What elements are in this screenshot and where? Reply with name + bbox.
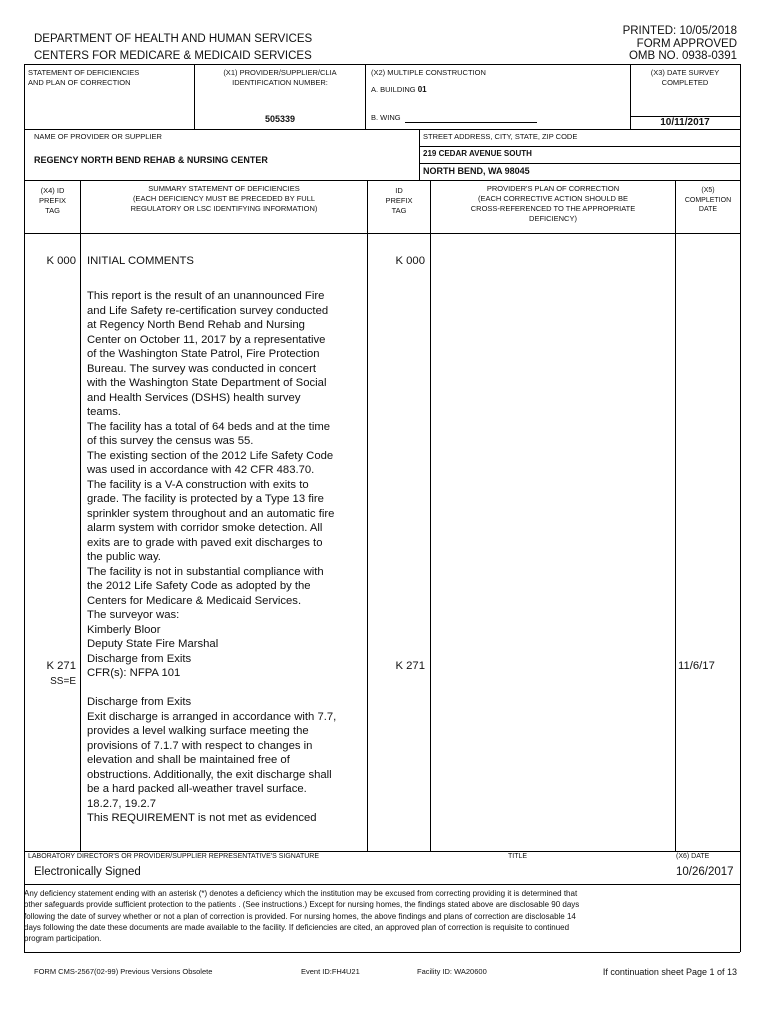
body-text-line: provisions of 7.1.7 with respect to changes in — [87, 739, 313, 752]
body-text-line: Discharge from Exits — [87, 696, 192, 708]
body-text-line: be a hard packed all-weather travel surface. — [87, 783, 307, 795]
building-value: 01 — [417, 85, 427, 94]
footnote-line: program participation. — [24, 934, 102, 944]
body-text-line: The existing section of the 2012 Life Safety Code — [87, 449, 334, 462]
wing-label: B. WING — [371, 113, 401, 122]
body-text-line: CFR(s): NFPA 101 — [87, 667, 181, 679]
rule — [419, 163, 740, 164]
body-text-line: of this survey the census was 55. — [87, 435, 254, 447]
rule — [24, 129, 740, 130]
body-text-line: with the Washington State Department of Social — [87, 377, 327, 389]
summary-header — [81, 184, 367, 214]
building-label: A. BUILDING — [371, 85, 416, 94]
deficiency-text — [87, 289, 337, 826]
x1-label-line1: (X1) PROVIDER/SUPPLIER/CLIA — [223, 68, 337, 77]
initial-comments-title: INITIAL COMMENTS — [87, 255, 194, 267]
rule — [24, 851, 740, 852]
provider-name: REGENCY NORTH BEND REHAB & NURSING CENTER — [34, 155, 268, 165]
signature-date-label: (X6) DATE — [676, 853, 710, 860]
body-text-line: teams. — [87, 406, 121, 418]
body-text-line: Bureau. The survey was conducted in concert — [87, 362, 316, 375]
rule — [365, 64, 366, 129]
rule — [419, 129, 420, 180]
title-label: TITLE — [508, 853, 528, 860]
page-indicator: If continuation sheet Page 1 of 13 — [602, 967, 737, 977]
scope-severity: SS=E — [50, 676, 76, 687]
x5-header-line2: COMPLETION — [684, 196, 732, 204]
body-text-line — [87, 681, 337, 696]
plan-header-line2: (EACH CORRECTIVE ACTION SHOULD BE — [477, 194, 629, 203]
wing-underline — [405, 122, 537, 123]
id-header-line3: TAG — [391, 206, 407, 215]
plan-header-line1: PROVIDER'S PLAN OF CORRECTION — [486, 184, 620, 193]
body-text-line: Kimberly Bloor — [87, 623, 161, 636]
building-field — [371, 85, 427, 95]
body-text-line: Centers for Medicare & Medicaid Services. — [87, 594, 302, 607]
summary-header-line1: SUMMARY STATEMENT OF DEFICIENCIES — [148, 184, 300, 193]
id-header-line1: ID — [395, 186, 403, 195]
plan-header-line3: CROSS-REFERENCED TO THE APPROPRIATE — [470, 204, 636, 213]
x5-header-line3: DATE — [698, 206, 718, 213]
provider-name-label: NAME OF PROVIDER OR SUPPLIER — [34, 132, 162, 141]
body-text-line: provides a level walking surface meeting the — [87, 725, 309, 737]
rule — [367, 180, 368, 851]
x4-header — [25, 186, 80, 216]
footnote-line: Any deficiency statement ending with an asterisk (*) denotes a deficiency which the institution may be excused from correcting providing it is determined that — [24, 889, 578, 898]
body-text-line: Deputy State Fire Marshal — [87, 638, 219, 650]
plan-header-line4: DEFICIENCY) — [529, 214, 577, 223]
body-text-line: obstructions. Additionally, the exit discharge shall — [87, 768, 332, 781]
body-text-line: The surveyor was: — [87, 609, 180, 621]
form-number: FORM CMS-2567(02-99) Previous Versions Obsolete — [34, 967, 213, 976]
rule — [24, 884, 740, 885]
event-id: Event ID:FH4U21 — [301, 967, 360, 976]
address-line1: 219 CEDAR AVENUE SOUTH — [423, 149, 532, 158]
form-approved: FORM APPROVED — [636, 38, 737, 50]
rule — [24, 180, 740, 181]
body-text-line: exits are to grade with paved exit discharges to — [87, 536, 323, 549]
body-text-line: This report is the result of an unannounced Fire — [87, 290, 325, 302]
disclosure-footnote — [24, 888, 740, 944]
signature-label: LABORATORY DIRECTOR'S OR PROVIDER/SUPPLIER REPRESENTATIVE'S SIGNATURE — [28, 853, 320, 860]
rule — [430, 180, 431, 851]
centers-title: CENTERS FOR MEDICARE & MEDICAID SERVICES — [34, 50, 312, 62]
tag-k271: K 271 — [46, 660, 76, 672]
footnote-line: days following the date these documents are made available to the facility. If deficiencies are cited, an approved plan of correction is requisite to continued — [24, 922, 570, 932]
body-text-line: This REQUIREMENT is not met as evidenced — [87, 812, 317, 824]
body-text-line: sprinkler system throughout and an automatic fire — [87, 507, 335, 520]
x4-header-line2: PREFIX — [38, 196, 67, 205]
x1-label-line2: IDENTIFICATION NUMBER: — [232, 78, 328, 87]
body-text-line: Discharge from Exits — [87, 652, 192, 665]
x5-header-line1: (X5) — [701, 187, 715, 194]
rule — [194, 64, 195, 129]
footnote-line: following the date of survey whether or not a plan of correction is provided. For nursing homes, the above findings and plans of correction are disclosable 14 — [24, 911, 576, 921]
body-text-line: the public way. — [87, 551, 161, 563]
body-text-line: at Regency North Bend Rehab and Nursing — [87, 319, 305, 331]
summary-header-line3: REGULATORY OR LSC IDENTIFYING INFORMATION) — [130, 204, 318, 213]
rule — [419, 146, 740, 147]
summary-header-line2: (EACH DEFICIENCY MUST BE PRECEDED BY FULL — [132, 194, 316, 203]
x4-header-line3: TAG — [45, 206, 60, 215]
statement-label — [28, 68, 139, 88]
body-text-line: Center on October 11, 2017 by a representative — [87, 333, 326, 346]
rule — [24, 64, 740, 65]
statement-label-line1: STATEMENT OF DEFICIENCIES — [28, 68, 140, 77]
tag-k000-right: K 000 — [395, 255, 425, 267]
rule — [740, 64, 741, 952]
rule — [630, 64, 631, 129]
x2-label: (X2) MULTIPLE CONSTRUCTION — [371, 68, 486, 77]
body-text-line: and Life Safety re-certification survey conducted — [87, 304, 329, 317]
body-text-line: of the Washington State Patrol, Fire Protection — [87, 348, 320, 360]
signature-value: Electronically Signed — [34, 866, 141, 878]
body-text-line: the 2012 Life Safety Code as adopted by the — [87, 580, 311, 592]
rule — [675, 180, 676, 851]
x4-header-line1: (X4) ID — [40, 186, 65, 195]
x1-label — [196, 68, 364, 88]
printed-date: PRINTED: 10/05/2018 — [622, 25, 737, 37]
body-text-line: The facility is not in substantial compliance with — [87, 565, 324, 578]
x3-label-line1: (X3) DATE SURVEY — [650, 68, 720, 77]
facility-id: Facility ID: WA20600 — [417, 967, 487, 976]
rule — [24, 233, 740, 234]
tag-k000: K 000 — [46, 255, 76, 267]
body-text-line: elevation and shall be maintained free of — [87, 754, 290, 766]
id-header-line2: PREFIX — [385, 196, 413, 205]
omb-number: OMB NO. 0938-0391 — [628, 50, 737, 62]
body-text-line: was used in accordance with 42 CFR 483.70. — [87, 464, 315, 476]
survey-date-value: 10/11/2017 — [660, 117, 710, 128]
x3-label-line2: COMPLETED — [661, 78, 709, 87]
footnote-line: other safeguards provide sufficient protection to the patients . (See instructions.) Except for nursing homes, the findings stated above are disclosable 90 days — [24, 900, 580, 910]
x5-header — [676, 186, 740, 215]
body-text-line: alarm system with corridor smoke detection. All — [87, 522, 323, 534]
body-text-line: The facility has a total of 64 beds and at the time — [87, 420, 331, 433]
address-label: STREET ADDRESS, CITY, STATE, ZIP CODE — [423, 132, 578, 141]
department-title: DEPARTMENT OF HEALTH AND HUMAN SERVICES — [34, 33, 313, 45]
rule — [80, 180, 81, 851]
provider-id-value: 505339 — [264, 114, 296, 124]
tag-k271-right: K 271 — [395, 660, 425, 672]
id-header — [368, 186, 430, 216]
signature-date: 10/26/2017 — [676, 866, 734, 878]
body-text-line: 18.2.7, 19.2.7 — [87, 797, 157, 810]
completion-date: 11/6/17 — [678, 660, 715, 672]
body-text-line: and Health Services (DSHS) health survey — [87, 391, 301, 404]
body-text-line: The facility is a V-A construction with exits to — [87, 478, 309, 491]
x3-label — [632, 68, 738, 88]
rule — [24, 952, 740, 953]
body-text-line: grade. The facility is protected by a Type 13 fire — [87, 493, 324, 505]
statement-label-line2: AND PLAN OF CORRECTION — [28, 78, 131, 87]
address-line2: NORTH BEND, WA 98045 — [423, 166, 530, 176]
body-text-line: Exit discharge is arranged in accordance with 7.7, — [87, 710, 337, 723]
plan-header — [431, 184, 675, 224]
